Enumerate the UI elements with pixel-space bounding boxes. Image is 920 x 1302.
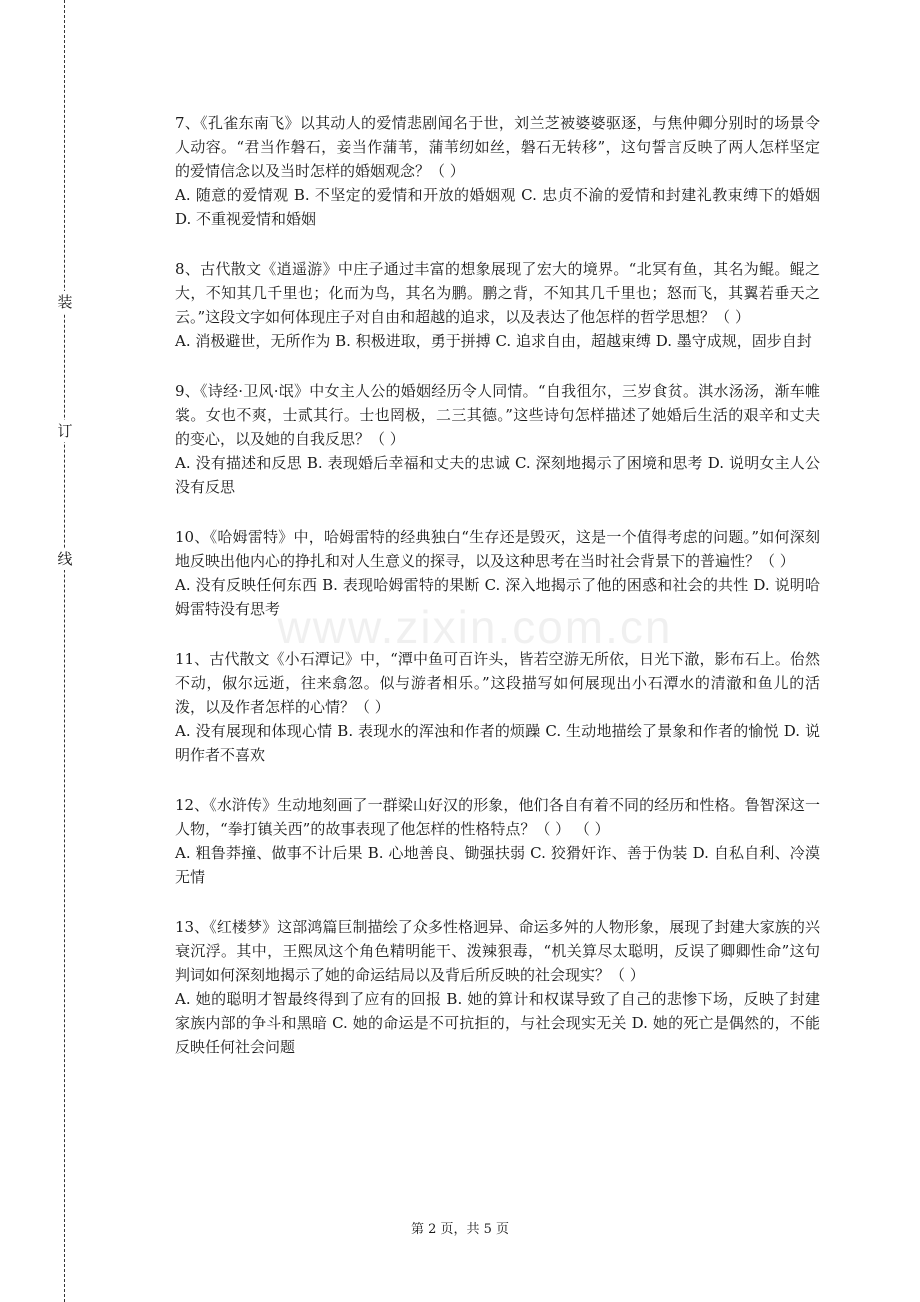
question-text: 12、《水浒传》生动地刻画了一群梁山好汉的形象，他们各自有着不同的经历和性格。鲁智深这一人物，“拳打镇关西”的故事表现了他怎样的性格特点？（ ） （ ） bbox=[175, 796, 820, 838]
question-text: 7、《孔雀东南飞》以其动人的爱情悲剧闻名于世，刘兰芝被婆婆驱逐，与焦仲卿分别时的场景令人动容。“君当作磐石，妾当作蒲苇，蒲苇纫如丝，磐石无转移”，这句誓言反映了两人怎样坚定的爱情信念以及当时怎样的婚姻观念？（ ） bbox=[175, 114, 820, 180]
binding-char-xian: 线 bbox=[57, 550, 73, 568]
question-12 bbox=[175, 793, 820, 889]
questions-container bbox=[175, 111, 820, 1085]
question-text: 10、《哈姆雷特》中，哈姆雷特的经典独白“生存还是毁灭，这是一个值得考虑的问题。”如何深刻地反映出他内心的挣扎和对人生意义的探寻，以及这种思考在当时社会背景下的普遍性？（ ） bbox=[175, 528, 820, 570]
binding-dashed-line bbox=[64, 0, 65, 1302]
question-text: 11、古代散文《小石潭记》中，“潭中鱼可百许头，皆若空游无所依，日光下澈，影布石上。佁然不动，俶尔远逝，往来翕忽。似与游者相乐。”这段描写如何展现出小石潭水的清澈和鱼儿的活泼，以及作者怎样的心情？（ ） bbox=[175, 650, 820, 716]
binding-char-ding: 订 bbox=[57, 422, 73, 440]
question-11 bbox=[175, 647, 820, 767]
binding-char-zhuang: 装 bbox=[57, 293, 73, 311]
question-8 bbox=[175, 257, 820, 353]
question-options: A. 没有展现和体现心情 B. 表现水的浑浊和作者的烦躁 C. 生动地描绘了景象和作者的愉悦 D. 说明作者不喜欢 bbox=[175, 722, 820, 764]
question-10 bbox=[175, 525, 820, 621]
question-options: A. 没有描述和反思 B. 表现婚后幸福和丈夫的忠诚 C. 深刻地揭示了困境和思考 D. 说明女主人公没有反思 bbox=[175, 454, 820, 496]
question-options: A. 没有反映任何东西 B. 表现哈姆雷特的果断 C. 深入地揭示了他的困惑和社会的共性 D. 说明哈姆雷特没有思考 bbox=[175, 576, 820, 618]
question-text: 13、《红楼梦》这部鸿篇巨制描绘了众多性格迥异、命运多舛的人物形象，展现了封建大家族的兴衰沉浮。其中，王熙凤这个角色精明能干、泼辣狠毒，“机关算尽太聪明，反误了卿卿性命”这句判词如何深刻地揭示了她的命运结局以及背后所反映的社会现实？（ ） bbox=[175, 918, 820, 984]
question-13 bbox=[175, 915, 820, 1059]
question-text: 9、《诗经·卫风·氓》中女主人公的婚姻经历令人同情。“自我徂尔，三岁食贫。淇水汤汤，渐车帷裳。女也不爽，士贰其行。士也罔极，二三其德。”这些诗句怎样描述了她婚后生活的艰辛和丈夫的变心，以及她的自我反思？（ ） bbox=[175, 382, 820, 448]
page-number-footer: 第 2 页，共 5 页 bbox=[410, 1222, 510, 1237]
question-options: A. 她的聪明才智最终得到了应有的回报 B. 她的算计和权谋导致了自己的悲惨下场，反映了封建家族内部的争斗和黑暗 C. 她的命运是不可抗拒的，与社会现实无关 D. 她的死亡是偶然的，不能反映任何社会问题 bbox=[175, 990, 820, 1056]
question-7 bbox=[175, 111, 820, 231]
question-options: A. 消极避世，无所作为 B. 积极进取，勇于拼搏 C. 追求自由，超越束缚 D. 墨守成规，固步自封 bbox=[175, 332, 812, 350]
question-options: A. 随意的爱情观 B. 不坚定的爱情和开放的婚姻观 C. 忠贞不渝的爱情和封建礼教束缚下的婚姻 D. 不重视爱情和婚姻 bbox=[175, 186, 820, 228]
question-9 bbox=[175, 379, 820, 499]
watermark: www.zixin.com.cn bbox=[277, 601, 673, 653]
question-text: 8、古代散文《逍遥游》中庄子通过丰富的想象展现了宏大的境界。“北冥有鱼，其名为鲲。鲲之大，不知其几千里也；化而为鸟，其名为鹏。鹏之背，不知其几千里也；怒而飞，其翼若垂天之云。”这段文字如何体现庄子对自由和超越的追求，以及表达了他怎样的哲学思想？（ ） bbox=[175, 260, 820, 326]
question-options: A. 粗鲁莽撞、做事不计后果 B. 心地善良、锄强扶弱 C. 狡猾奸诈、善于伪装 D. 自私自利、冷漠无情 bbox=[175, 844, 820, 886]
